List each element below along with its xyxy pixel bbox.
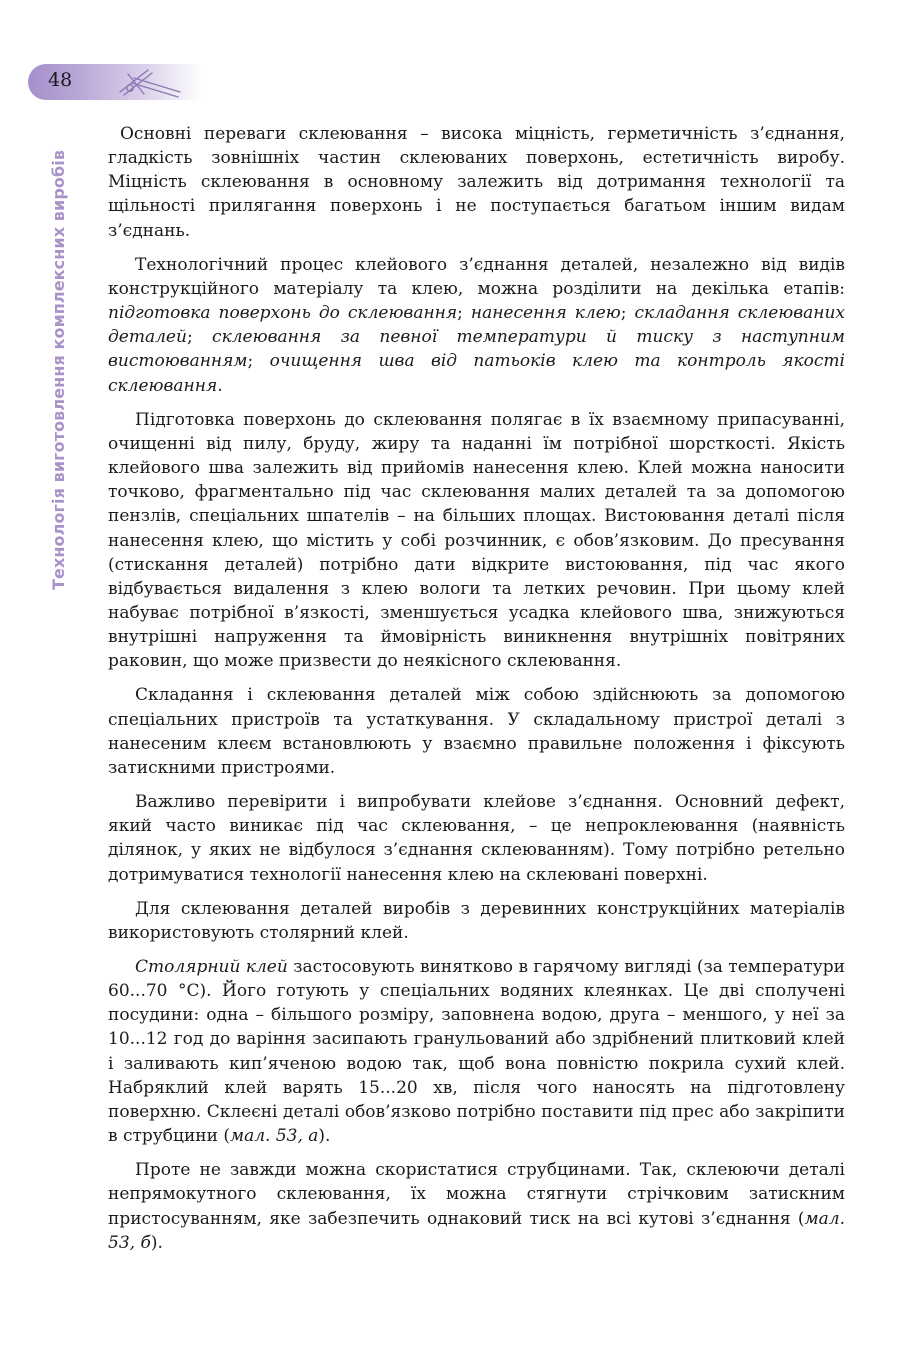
page-body <box>108 122 845 1265</box>
tools-icon <box>114 64 194 100</box>
stage-cleaning-and-control: очищення шва від патьоків клею та контроль якості склеювання. <box>108 351 845 396</box>
page-number: 48 <box>48 69 73 91</box>
paragraph-process-stages: Технологічний процес клейового з’єднання деталей, незалежно від видів конструкційного матеріалу та клею, можна розділити на декілька етапів: підготовка поверхонь до склеювання; нанесення клею; складання склеюваних деталей; склеювання за певної температури й тиску з наступним вистоюванням; очищення шва від патьоків клею та контроль якості склеювання. <box>108 254 846 396</box>
paragraph-testing: Важливо перевірити і випробувати клейове з’єднання. Основний дефект, який часто виникає під час склеювання, – це непроклеювання (наявність ділянок, у яких не відбулося з’єднання склеюванням). Тому потрібно ретельно дотримуватися технології нанесення клею на склеювані поверхні. <box>108 792 845 885</box>
stage-assembly: складання склеюваних деталей <box>108 303 846 348</box>
figure-reference-53a: мал. 53, а <box>229 1126 319 1147</box>
paragraph-advantages: Основні переваги склеювання – висока міцність, герметичність з’єднання, гладкість зовнішніх частин склеюваних поверхонь, естетичність виробу. Міцність склеювання в основному залежить від дотримання технології та щільності прилягання поверхонь і не поступається багатьом іншим видам з’єднань. <box>108 124 845 241</box>
figure-reference-53b: мал. 53, б <box>108 1208 845 1253</box>
paragraph-band-clamp: Проте не завжди можна скористатися струбцинами. Так, склеюючи деталі непрямокутного склеювання, їх можна стягнути стрічковим затискним пристосуванням, яке забезпечить однаковий тиск на всі кутові з’єднання (мал. 53, б). <box>108 1160 845 1253</box>
stage-surface-preparation: підготовка поверхонь до склеювання <box>108 303 458 324</box>
page-number-tab <box>28 64 203 100</box>
term-carpenter-glue: Столярний клей <box>135 957 288 977</box>
paragraph-carpenter-glue: Столярний клей застосовують винятково в гарячому вигляді (за температури 60...70 °С). Його готують у спеціальних водяних клеянках. Це дві сполучені посудини: одна – більшого розміру, заповнена водою, друга – меншого, у неї за 10...12 год до варіння засипають гранульований або здрібнений плитковий клей і заливають кип’яченою водою так, щоб вона повністю покрила сухий клей. Набряклий клей варять 15...20 хв, після чого наносять на підготовлену поверхню. Склеєні деталі обов’язково потрібно поставити під прес або закріпити в струбцини (мал. 53, а). <box>108 957 846 1147</box>
paragraph-surface-preparation: Підготовка поверхонь до склеювання полягає в їх взаємному припасуванні, очищенні від пилу, бруду, жиру та наданні їм потрібної шорсткості. Якість клейового шва залежить від прийомів нанесення клею. Клей можна наносити точково, фрагментально під час склеювання малих деталей та за допомогою пензлів, спеціальних шпателів – на більших площах. Вистоювання деталі після нанесення клею, що містить у собі розчинник, є обов’язковим. До пресування (стискання деталей) потрібно дати відкрите вистоювання, під час якого відбувається видалення з клею вологи та летких речовин. При цьому клей набуває потрібної в’язкості, зменшується усадка клейового шва, знижуються внутрішні напруження та ймовірність виникнення внутрішніх повітряних раковин, що може призвести до неякісного склеювання. <box>108 409 845 672</box>
section-title-vertical: Технологія виготовлення комплексних виробів <box>49 149 68 590</box>
stage-glue-application: нанесення клею <box>470 303 621 324</box>
paragraph-assembly: Складання і склеювання деталей між собою здійснюють за допомогою спеціальних пристроїв та устаткування. У складальному пристрої деталі з нанесеним клеєм встановлюють у взаємно правильне положення і фіксують затискними пристроями. <box>108 685 845 778</box>
stage-gluing-under-pressure: склеювання за певної температури й тиску з наступним вистоюванням <box>108 327 845 372</box>
paragraph-wood-glue: Для склеювання деталей виробів з деревинних конструкційних матеріалів використовують столярний клей. <box>108 898 845 943</box>
